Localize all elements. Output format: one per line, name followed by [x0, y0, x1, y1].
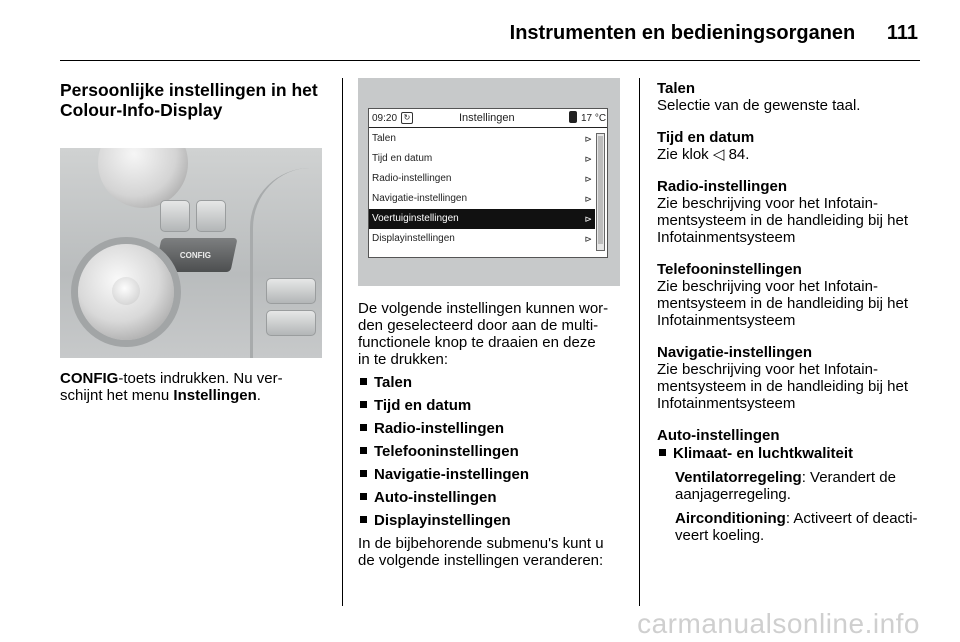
intro-line-3: functionele knop te draaien en deze: [358, 334, 596, 351]
settings-bullet-item: [358, 397, 624, 414]
talen-block: [657, 80, 923, 114]
radio-line-1: Zie beschrijving voor het Infotain-: [657, 195, 878, 212]
outro-line-2: de volgende instellingen veranderen:: [358, 552, 604, 569]
airco-term: Airconditioning: [675, 510, 786, 527]
config-text-1: -toets indrukken. Nu ver-: [118, 370, 283, 387]
radio-heading: Radio-instellingen: [657, 178, 788, 195]
header-title: Instrumenten en bedieningsorganen: [509, 22, 856, 44]
radio-line-2: mentsysteem in de handleiding bij het: [657, 212, 908, 229]
photo-button-3: [266, 278, 316, 304]
bullet-square-icon: [360, 401, 367, 408]
screen-menu-item-label: Tijd en datum: [372, 153, 433, 164]
config-paragraph: [60, 370, 326, 404]
settings-bullet-text: Tijd en datum: [374, 397, 472, 414]
settings-bullet-item: [358, 443, 624, 460]
screen-menu-item: [369, 209, 595, 229]
screen-menu-item-label: Radio-instellingen: [372, 173, 452, 184]
navigatie-block: [657, 344, 923, 412]
ventilator-term: Ventilatorregeling: [675, 469, 802, 486]
column-divider-2: [639, 78, 640, 606]
auto-block: [657, 427, 923, 544]
column-divider-1: [342, 78, 343, 606]
screen-temperature: 17 °C: [581, 113, 607, 124]
heading-line-2: Colour-Info-Display: [60, 100, 223, 120]
config-term: CONFIG: [60, 370, 119, 387]
tijd-page-ref: 84.: [724, 146, 750, 163]
chevron-right-icon: ⊳: [584, 234, 592, 244]
telefoon-line-1: Zie beschrijving voor het Infotain-: [657, 278, 878, 295]
talen-text: Selectie van de gewenste taal.: [657, 97, 861, 114]
auto-bullet-list: [657, 445, 923, 462]
chevron-right-icon: ⊳: [584, 214, 592, 224]
ventilator-paragraph: [657, 469, 923, 503]
photo-button-1: [160, 200, 190, 232]
intro-line-1: De volgende instellingen kunnen wor-: [358, 300, 609, 317]
telefoon-line-2: mentsysteem in de handleiding bij het: [657, 295, 908, 312]
outro-line-1: In de bijbehorende submenu's kunt u: [358, 535, 604, 552]
bullet-square-icon: [360, 378, 367, 385]
header-rule: [60, 60, 920, 61]
ventilator-line-1: : Verandert de: [801, 469, 896, 486]
config-text-3: .: [256, 387, 261, 404]
bullet-square-icon: [360, 470, 367, 477]
screen-header: [369, 109, 607, 128]
screen-menu-item-label: Displayinstellingen: [372, 233, 455, 244]
settings-bullet-text: Displayinstellingen: [374, 512, 511, 529]
column-2: [358, 80, 624, 569]
settings-bullet-item: [358, 374, 624, 391]
screen-menu-item: [369, 129, 595, 149]
tijd-heading: Tijd en datum: [657, 129, 755, 146]
settings-bullet-list: [358, 374, 624, 529]
navigatie-line-3: Infotainmentsysteem: [657, 395, 796, 412]
screen-menu-item-label: Voertuiginstellingen: [372, 213, 459, 224]
auto-bullet-item: [657, 445, 923, 462]
scrollbar-thumb: [598, 136, 603, 244]
settings-bullet-item: [358, 420, 624, 437]
airco-paragraph: [657, 510, 923, 544]
settings-bullet-text: Talen: [374, 374, 413, 391]
outro-paragraph: [358, 535, 624, 569]
settings-bullet-text: Auto-instellingen: [374, 489, 497, 506]
tijd-text: Zie klok: [657, 146, 713, 163]
photo-button-2: [196, 200, 226, 232]
screen-menu-item-label: Talen: [372, 133, 396, 144]
telefoon-block: [657, 261, 923, 329]
screen-time: 09:20: [372, 113, 398, 124]
auto-bullet-text: Klimaat- en luchtkwaliteit: [673, 445, 854, 462]
section-heading: [60, 80, 326, 120]
screen-menu-item: [369, 189, 595, 209]
tijd-block: [657, 129, 923, 163]
screen-title: Instellingen: [459, 112, 515, 124]
page-reference-icon: ◁: [712, 146, 725, 163]
column-1: [60, 80, 326, 404]
bullet-square-icon: [360, 516, 367, 523]
top-knob: [98, 148, 188, 208]
auto-heading: Auto-instellingen: [657, 427, 780, 444]
bullet-square-icon: [360, 493, 367, 500]
airco-line-2: veert koeling.: [675, 527, 765, 544]
intro-paragraph: [358, 300, 624, 368]
page-number: 111: [886, 22, 918, 44]
chevron-right-icon: ⊳: [584, 154, 592, 164]
sync-icon: ↻: [401, 112, 413, 124]
column-3: [657, 80, 923, 544]
screen-menu-list: [369, 129, 595, 249]
thermometer-icon: [569, 111, 577, 123]
chevron-right-icon: ⊳: [584, 134, 592, 144]
navigatie-line-1: Zie beschrijving voor het Infotain-: [657, 361, 878, 378]
bullet-square-icon: [360, 424, 367, 431]
config-text-2: schijnt het menu: [60, 387, 174, 404]
knob-center: [112, 277, 140, 305]
settings-bullet-text: Telefooninstellingen: [374, 443, 519, 460]
screen-menu-item-label: Navigatie-instellingen: [372, 193, 468, 204]
navigatie-line-2: mentsysteem in de handleiding bij het: [657, 378, 908, 395]
radio-block: [657, 178, 923, 246]
navigatie-heading: Navigatie-instellingen: [657, 344, 813, 361]
photo-button-4: [266, 310, 316, 336]
settings-bullet-item: [358, 489, 624, 506]
screen-scrollbar: [596, 133, 605, 251]
chevron-right-icon: ⊳: [584, 174, 592, 184]
watermark: carmanualsonline.info: [637, 608, 920, 639]
radio-line-3: Infotainmentsysteem: [657, 229, 796, 246]
airco-line-1: : Activeert of deacti-: [785, 510, 918, 527]
chevron-right-icon: ⊳: [584, 194, 592, 204]
bullet-square-icon: [659, 449, 666, 456]
settings-bullet-text: Radio-instellingen: [374, 420, 505, 437]
settings-bullet-item: [358, 466, 624, 483]
config-button-photo: [60, 148, 322, 358]
settings-bullet-text: Navigatie-instellingen: [374, 466, 530, 483]
intro-line-2: den geselecteerd door aan de multi-: [358, 317, 599, 334]
instellingen-term: Instellingen: [173, 387, 257, 404]
telefoon-line-3: Infotainmentsysteem: [657, 312, 796, 329]
multifunction-knob: [78, 244, 174, 340]
screen-menu-item: [369, 169, 595, 189]
screen-menu-item: [369, 229, 595, 249]
intro-line-4: in te drukken:: [358, 351, 449, 368]
heading-line-1: Persoonlijke instellingen in het: [60, 80, 318, 100]
display-photo: [358, 78, 620, 286]
bullet-square-icon: [360, 447, 367, 454]
page-header: [510, 22, 918, 45]
ventilator-line-2: aanjagerregeling.: [675, 486, 791, 503]
telefoon-heading: Telefooninstellingen: [657, 261, 802, 278]
config-button-label: CONFIG: [180, 250, 212, 260]
screen-menu-item: [369, 149, 595, 169]
talen-heading: Talen: [657, 80, 696, 97]
settings-bullet-item: [358, 512, 624, 529]
settings-screen: [368, 108, 608, 258]
